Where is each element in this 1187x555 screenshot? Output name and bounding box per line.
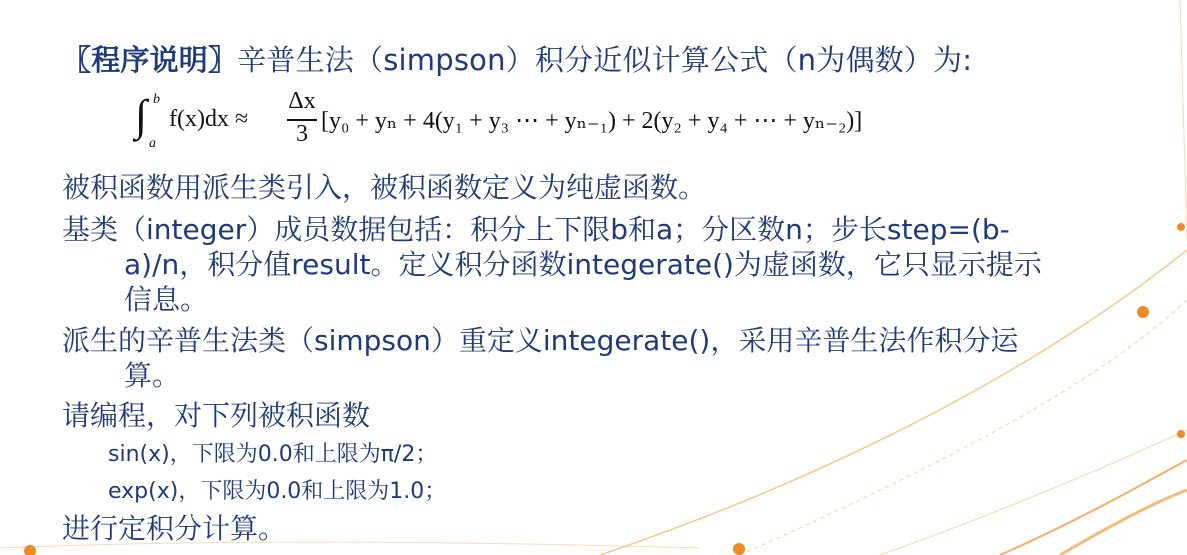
paragraph-simpson-class bbox=[62, 323, 1152, 393]
paragraph-line: 信息。 bbox=[124, 283, 209, 316]
paragraph-derived-class bbox=[62, 170, 1152, 205]
case-sin: sin(x)，下限为0.0和上限为π/2； bbox=[108, 442, 438, 467]
simpson-formula bbox=[135, 88, 975, 154]
paragraph-line: 派生的辛普生法类（simpson）重定义integerate()，采用辛普生法作积分运 bbox=[62, 324, 1019, 357]
paragraph-task bbox=[62, 398, 1152, 433]
formula-rhs: [y₀ + yₙ + 4(y₁ + y₃ ⋯ + yₙ₋₁) + 2(y₂ + y₄ + ⋯ + yₙ₋₂)] bbox=[321, 108, 863, 134]
paragraph-line: 算。 bbox=[124, 359, 181, 392]
paragraph-line: 请编程，对下列被积函数 bbox=[62, 399, 371, 432]
integral-lower-limit: a bbox=[149, 136, 156, 151]
heading-bracket-label: 〖程序说明〗 bbox=[62, 43, 238, 77]
paragraph-closing bbox=[62, 511, 1152, 546]
fraction-denominator: 3 bbox=[296, 121, 308, 147]
paragraph-line: 基类（integer）成员数据包括：积分上下限b和a；分区数n；步长step=(b- bbox=[62, 213, 1010, 246]
paragraph-base-class bbox=[62, 212, 1152, 317]
paragraph-line: 被积函数用派生类引入，被积函数定义为纯虚函数。 bbox=[62, 171, 707, 204]
paragraph-line: a)/n，积分值result。定义积分函数integerate()为虚函数，它只显示提示 bbox=[124, 248, 1042, 281]
formula-fraction bbox=[285, 88, 319, 154]
integral-sign: ∫ bbox=[135, 91, 148, 140]
paragraph-line: 进行定积分计算。 bbox=[62, 512, 287, 545]
heading-text: 辛普生法（simpson）积分近似计算公式（n为偶数）为: bbox=[237, 43, 973, 77]
formula-lhs: f(x)dx ≈ bbox=[169, 106, 249, 132]
slide-heading bbox=[62, 40, 972, 80]
case-exp: exp(x)，下限为0.0和上限为1.0； bbox=[108, 479, 447, 504]
fraction-numerator: Δx bbox=[288, 88, 316, 114]
integral-upper-limit: b bbox=[153, 92, 160, 107]
